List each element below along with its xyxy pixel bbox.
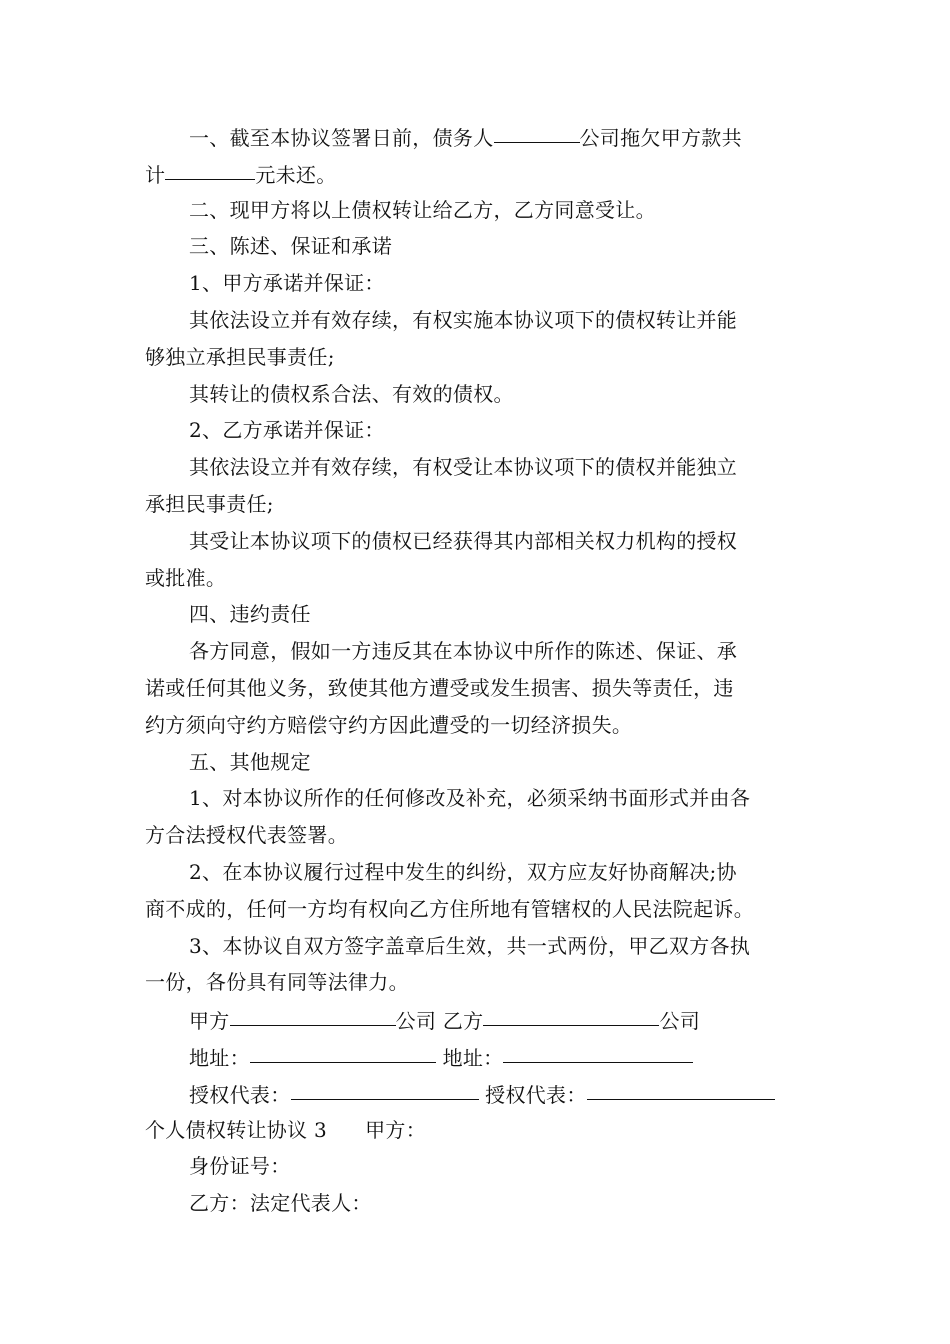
- breach-line-2: [145, 670, 807, 707]
- party-a-warranty-2: [145, 376, 807, 413]
- other-1-line-1: [145, 780, 807, 817]
- party-a-name-blank: [230, 1001, 396, 1026]
- party-b-name-blank: [483, 1001, 659, 1026]
- text: 公司拖欠甲方款共: [579, 126, 742, 150]
- text: 够独立承担民事责任;: [145, 344, 335, 369]
- text: 1、甲方承诺并保证：: [189, 271, 385, 296]
- text: 约方须向守约方赔偿守约方因此遭受的一切经济损失。: [145, 712, 633, 737]
- text: 三、陈述、保证和承诺: [189, 234, 392, 259]
- id-number-line: [145, 1148, 807, 1185]
- party-b-warranty-2-line-2: [145, 560, 807, 597]
- text: 甲方: [189, 1009, 230, 1034]
- section-4-heading: [145, 596, 807, 633]
- other-1-line-2: [145, 817, 807, 854]
- party-b-warranty-1-line-2: [145, 486, 807, 523]
- other-2-line-1: [145, 854, 807, 891]
- text: 商不成的，任何一方均有权向乙方住所地有管辖权的人民法院起诉。: [145, 896, 754, 921]
- text: 计: [145, 162, 166, 187]
- text: 2、在本协议履行过程中发生的纠纷，双方应友好协商解决;协: [189, 859, 737, 884]
- other-2-line-2: [145, 891, 807, 928]
- other-3-line-2: [145, 964, 807, 1001]
- party-a-warranty-1-line-2: [145, 339, 807, 376]
- text: 一、截至本协议签署日前，债务人: [189, 126, 494, 150]
- breach-line-3: [145, 707, 807, 744]
- text: 授权代表：: [478, 1082, 587, 1107]
- party-a-address-blank: [250, 1038, 436, 1063]
- party-b-warranty-heading: [145, 412, 807, 449]
- text: 一份，各份具有同等法律力。: [145, 970, 409, 995]
- text: 地址：: [189, 1045, 250, 1070]
- text: 公司 乙方: [395, 1009, 484, 1034]
- text: 或批准。: [145, 565, 227, 590]
- party-a-warranty-1-line-1: [145, 302, 807, 339]
- clause-1-line-1: [145, 118, 807, 155]
- clause-2: [145, 192, 807, 229]
- text: 诺或任何其他义务，致使其他方遭受或发生损害、损失等责任，违: [145, 675, 734, 700]
- text: 地址：: [435, 1045, 504, 1070]
- signature-address-line: [145, 1038, 807, 1075]
- agreement-3-title-line: [145, 1112, 807, 1149]
- party-b-legal-rep-line: [145, 1185, 807, 1222]
- party-a-representative-blank: [291, 1075, 479, 1100]
- agreement-title: 个人债权转让协议 3: [145, 1117, 328, 1142]
- section-3-heading: [145, 228, 807, 265]
- party-b-warranty-1-line-1: [145, 449, 807, 486]
- text: 四、违约责任: [189, 602, 311, 627]
- text: 身份证号：: [189, 1154, 291, 1179]
- text: 二、现甲方将以上债权转让给乙方，乙方同意受让。: [189, 197, 656, 222]
- text: 公司: [659, 1009, 701, 1034]
- text: 授权代表：: [189, 1082, 291, 1107]
- signature-representative-line: [145, 1075, 807, 1112]
- clause-1-line-2: [145, 155, 807, 192]
- text: 承担民事责任;: [145, 491, 274, 516]
- text: 方合法授权代表签署。: [145, 823, 348, 848]
- document-body: [145, 118, 807, 1222]
- party-b-address-blank: [503, 1038, 693, 1063]
- text: 五、其他规定: [189, 749, 311, 774]
- text: 其依法设立并有效存续，有权实施本协议项下的债权转让并能: [189, 307, 738, 332]
- text: 1、对本协议所作的任何修改及补充，必须采纳书面形式并由各: [189, 786, 751, 811]
- amount-blank: [165, 155, 255, 180]
- text: 其转让的债权系合法、有效的债权。: [189, 381, 514, 406]
- text: 乙方：法定代表人：: [189, 1191, 372, 1216]
- signature-parties-line: [145, 1001, 807, 1038]
- text: 3、本协议自双方签字盖章后生效，共一式两份，甲乙双方各执: [189, 933, 751, 958]
- text: 各方同意，假如一方违反其在本协议中所作的陈述、保证、承: [189, 639, 738, 664]
- party-b-representative-blank: [587, 1075, 775, 1100]
- text: 甲方：: [365, 1117, 426, 1142]
- text: 其受让本协议项下的债权已经获得其内部相关权力机构的授权: [189, 528, 738, 553]
- debtor-blank: [494, 118, 580, 143]
- other-3-line-1: [145, 928, 807, 965]
- text: 其依法设立并有效存续，有权受让本协议项下的债权并能独立: [189, 455, 738, 480]
- text: 元未还。: [255, 162, 337, 187]
- section-5-heading: [145, 744, 807, 781]
- text: 2、乙方承诺并保证：: [189, 418, 385, 443]
- party-a-warranty-heading: [145, 265, 807, 302]
- party-b-warranty-2-line-1: [145, 523, 807, 560]
- breach-line-1: [145, 633, 807, 670]
